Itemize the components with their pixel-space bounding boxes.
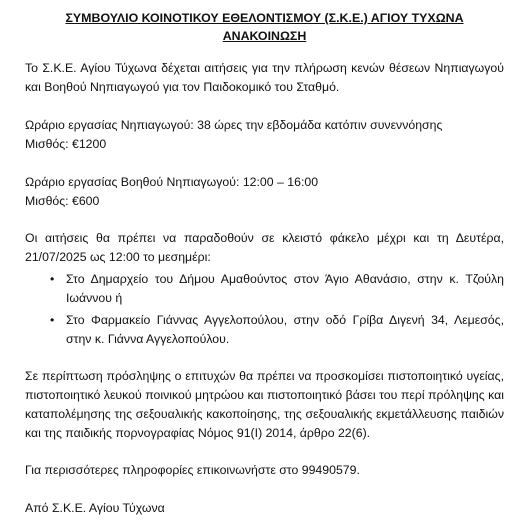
location-text: Στο Δημαρχείο του Δήμου Αμαθούντος στον Άγιο Αθανάσιο, στην κ. Τζούλη Ιωάννου ή <box>66 272 504 305</box>
teacher-hours: Ωράριο εργασίας Νηπιαγωγού: 38 ώρες την εβδομάδα κατόπιν συνεννόησης <box>25 118 443 132</box>
document-title: ΣΥΜΒΟΥΛΙΟ ΚΟΙΝΟΤΙΚΟΥ ΕΘΕΛΟΝΤΙΣΜΟΥ (Σ.Κ.Ε.) ΑΓΙΟΥ ΤΥΧΩΝΑ <box>65 11 464 25</box>
bullet-icon: • <box>50 272 55 286</box>
bullet-icon: • <box>50 313 55 327</box>
list-item <box>25 311 504 349</box>
document-subtitle: ΑΝΑΚΟΙΝΩΣΗ <box>222 29 307 43</box>
list-item <box>25 270 504 308</box>
location-text: Στο Φαρμακείο Γιάννας Αγγελοπούλου, στην οδό Γρίβα Διγενή 34, Λεμεσός, στην κ. Γιάννα Αγγελοπούλου. <box>66 313 504 346</box>
submission-locations-list <box>25 270 504 349</box>
contact-line: Για περισσότερες πληροφορίες επικοινωνήστε στο 99490579. <box>25 463 360 477</box>
assistant-salary: Μισθός: €600 <box>25 194 100 208</box>
requirements-paragraph: Σε περίπτωση πρόσληψης ο επιτυχών θα πρέπει να προσκομίσει πιστοποιητικό υγείας, πιστοποιητικό λευκού ποινικού μητρώου και πιστοποιητικό βάσει του περί πρόληψης και καταπολέμησης της σεξουαλικής κακοποίησης, της σεξουαλικής εκμετάλλευσης παιδιών και της παιδικής πορνογραφίας Νόμος 91(Ι) 2014, άρθρο 22(6). <box>25 369 504 440</box>
submission-paragraph: Οι αιτήσεις θα πρέπει να παραδοθούν σε κλειστό φάκελο μέχρι και τη Δευτέρα, 21/07/2025 ως 12:00 το μεσημέρι: <box>25 231 504 264</box>
signoff-line: Από Σ.Κ.Ε. Αγίου Τύχωνα <box>25 501 165 515</box>
assistant-hours: Ωράριο εργασίας Βοηθού Νηπιαγωγού: 12:00 – 16:00 <box>25 175 319 189</box>
intro-paragraph: Το Σ.Κ.Ε. Αγίου Τύχωνα δέχεται αιτήσεις για την πλήρωση κενών θέσεων Νηπιαγωγού και Βοηθού Νηπιαγωγού για τον Παιδοκομικό του Σταθμό. <box>25 61 504 94</box>
teacher-salary: Μισθός: €1200 <box>25 137 107 151</box>
